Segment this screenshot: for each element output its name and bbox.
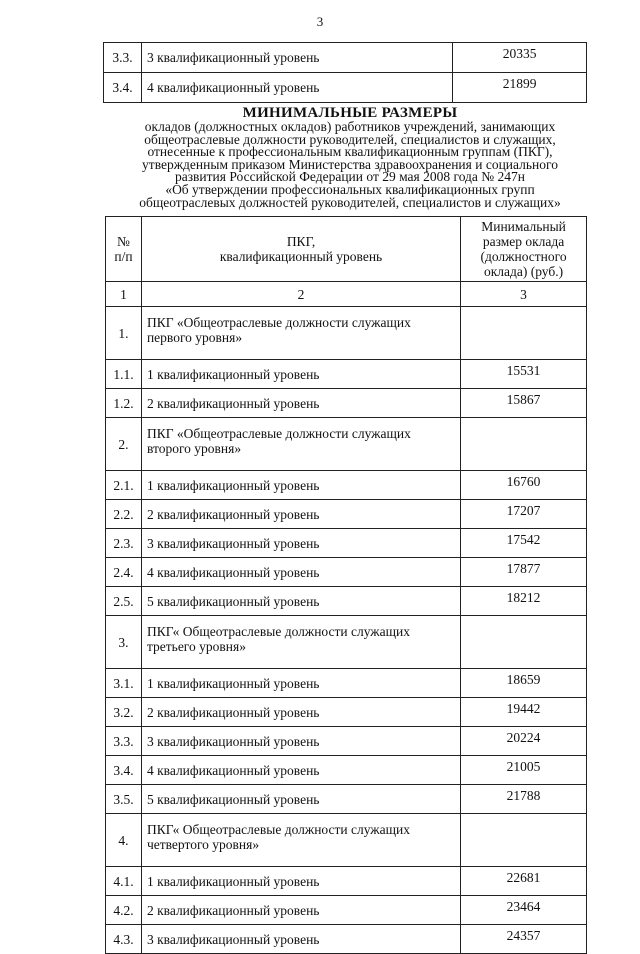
row-number: 4.2.: [106, 896, 142, 925]
group-number: 4.: [106, 814, 142, 867]
group-number: 1.: [106, 307, 142, 360]
row-label: 4 квалификационный уровень: [141, 756, 460, 785]
column-number: 1: [106, 282, 142, 307]
row-number: 2.1.: [106, 471, 142, 500]
group-label: [141, 814, 460, 867]
table-row: [106, 360, 587, 389]
row-value: 17877: [461, 558, 587, 587]
heading-title: МИНИМАЛЬНЫЕ РАЗМЕРЫ: [242, 105, 458, 121]
group-row: [106, 616, 587, 669]
row-value: 23464: [461, 896, 587, 925]
row-value: 17207: [461, 500, 587, 529]
row-label: 2 квалификационный уровень: [141, 389, 460, 418]
column-number-row: [106, 282, 587, 307]
heading-line: развития Российской Федерации от 29 мая 2008 года № 247н: [174, 169, 526, 185]
heading-line: общеотраслевых должностей руководителей, специалистов и служащих»: [139, 194, 561, 210]
row-value: 19442: [461, 698, 587, 727]
row-value: 22681: [461, 867, 587, 896]
row-number: 2.5.: [106, 587, 142, 616]
group-value-empty: [461, 616, 587, 669]
row-label: 4 квалификационный уровень: [141, 73, 452, 103]
group-label-line: четвертого уровня»: [146, 837, 260, 852]
row-number: 3.2.: [106, 698, 142, 727]
header-text: квалификационный уровень: [219, 249, 383, 264]
row-value: 15531: [461, 360, 587, 389]
row-label: 5 квалификационный уровень: [141, 587, 460, 616]
table-row: [106, 698, 587, 727]
group-value-empty: [461, 418, 587, 471]
group-label-line: ПКГ« Общеотраслевые должности служащих: [146, 822, 410, 837]
row-number: 2.2.: [106, 500, 142, 529]
row-value: 20224: [461, 727, 587, 756]
group-row: [106, 814, 587, 867]
header-text: (должностного: [480, 249, 567, 264]
group-label: [141, 418, 460, 471]
table-row: [106, 867, 587, 896]
page-number: 3: [316, 14, 324, 29]
table-row: [106, 587, 587, 616]
row-label: 3 квалификационный уровень: [141, 43, 452, 73]
salary-table: [105, 216, 587, 954]
header-cell-pkg: [141, 217, 460, 282]
row-number: 3.3.: [106, 727, 142, 756]
row-label: 2 квалификационный уровень: [141, 500, 460, 529]
table-row: [104, 73, 587, 103]
row-number: 3.4.: [104, 73, 142, 103]
heading-line: утвержденным приказом Министерства здравоохранения и социального: [142, 156, 558, 172]
table-row: [106, 471, 587, 500]
heading-line: «Об утверждении профессиональных квалификационных групп: [165, 181, 535, 197]
row-label: 3 квалификационный уровень: [141, 529, 460, 558]
row-value: 18659: [461, 669, 587, 698]
row-number: 1.1.: [106, 360, 142, 389]
group-label: [141, 616, 460, 669]
heading-line: общеотраслевые должности руководителей, специалистов и служащих,: [144, 131, 556, 147]
row-label: 2 квалификационный уровень: [141, 896, 460, 925]
header-text: размер оклада: [482, 234, 565, 249]
continuation-table: [103, 42, 587, 103]
row-label: 1 квалификационный уровень: [141, 669, 460, 698]
header-text: оклада) (руб.): [483, 264, 564, 279]
row-number: 3.5.: [106, 785, 142, 814]
row-value: 21005: [461, 756, 587, 785]
row-number: 1.2.: [106, 389, 142, 418]
table-heading: [100, 106, 600, 209]
group-number: 3.: [106, 616, 142, 669]
heading-line: окладов (должностных окладов) работников учреждений, занимающих: [144, 119, 556, 134]
row-label: 2 квалификационный уровень: [141, 698, 460, 727]
row-label: 1 квалификационный уровень: [141, 471, 460, 500]
row-label: 3 квалификационный уровень: [141, 925, 460, 954]
row-value: 18212: [461, 587, 587, 616]
table-row: [106, 558, 587, 587]
table-row: [106, 669, 587, 698]
table-row: [106, 785, 587, 814]
group-label-line: второго уровня»: [146, 441, 242, 456]
group-label-line: ПКГ «Общеотраслевые должности служащих: [146, 426, 411, 441]
row-value: 21899: [453, 73, 587, 103]
table-row: [106, 925, 587, 954]
table-row: [106, 529, 587, 558]
row-number: 4.1.: [106, 867, 142, 896]
table-row: [106, 727, 587, 756]
header-cell-salary: [461, 217, 587, 282]
row-value: 20335: [453, 43, 587, 73]
row-label: 5 квалификационный уровень: [141, 785, 460, 814]
row-value: 17542: [461, 529, 587, 558]
table-row: [106, 500, 587, 529]
group-label-line: ПКГ« Общеотраслевые должности служащих: [146, 624, 410, 639]
group-label-line: третьего уровня»: [146, 639, 246, 654]
group-value-empty: [461, 307, 587, 360]
group-label-line: первого уровня»: [146, 330, 243, 345]
group-number: 2.: [106, 418, 142, 471]
header-cell-number: [106, 217, 142, 282]
header-text: №: [117, 234, 130, 249]
header-text: п/п: [114, 249, 133, 264]
row-label: 3 квалификационный уровень: [141, 727, 460, 756]
row-value: 15867: [461, 389, 587, 418]
heading-line: отнесенные к профессиональным квалификационным группам (ПКГ),: [147, 144, 553, 160]
group-row: [106, 418, 587, 471]
row-number: 3.4.: [106, 756, 142, 785]
table-row: [106, 896, 587, 925]
column-number: 2: [141, 282, 460, 307]
row-number: 4.3.: [106, 925, 142, 954]
row-value: 24357: [461, 925, 587, 954]
table-row: [104, 43, 587, 73]
row-number: 2.3.: [106, 529, 142, 558]
row-number: 3.3.: [104, 43, 142, 73]
group-value-empty: [461, 814, 587, 867]
column-number: 3: [461, 282, 587, 307]
row-value: 21788: [461, 785, 587, 814]
table-header-row: [106, 217, 587, 282]
row-label: 1 квалификационный уровень: [141, 867, 460, 896]
row-number: 2.4.: [106, 558, 142, 587]
group-row: [106, 307, 587, 360]
table-row: [106, 756, 587, 785]
row-label: 4 квалификационный уровень: [141, 558, 460, 587]
group-label-line: ПКГ «Общеотраслевые должности служащих: [146, 315, 411, 330]
row-number: 3.1.: [106, 669, 142, 698]
header-text: Минимальный: [481, 219, 566, 234]
row-label: 1 квалификационный уровень: [141, 360, 460, 389]
group-label: [141, 307, 460, 360]
header-text: ПКГ,: [286, 234, 316, 249]
row-value: 16760: [461, 471, 587, 500]
table-row: [106, 389, 587, 418]
